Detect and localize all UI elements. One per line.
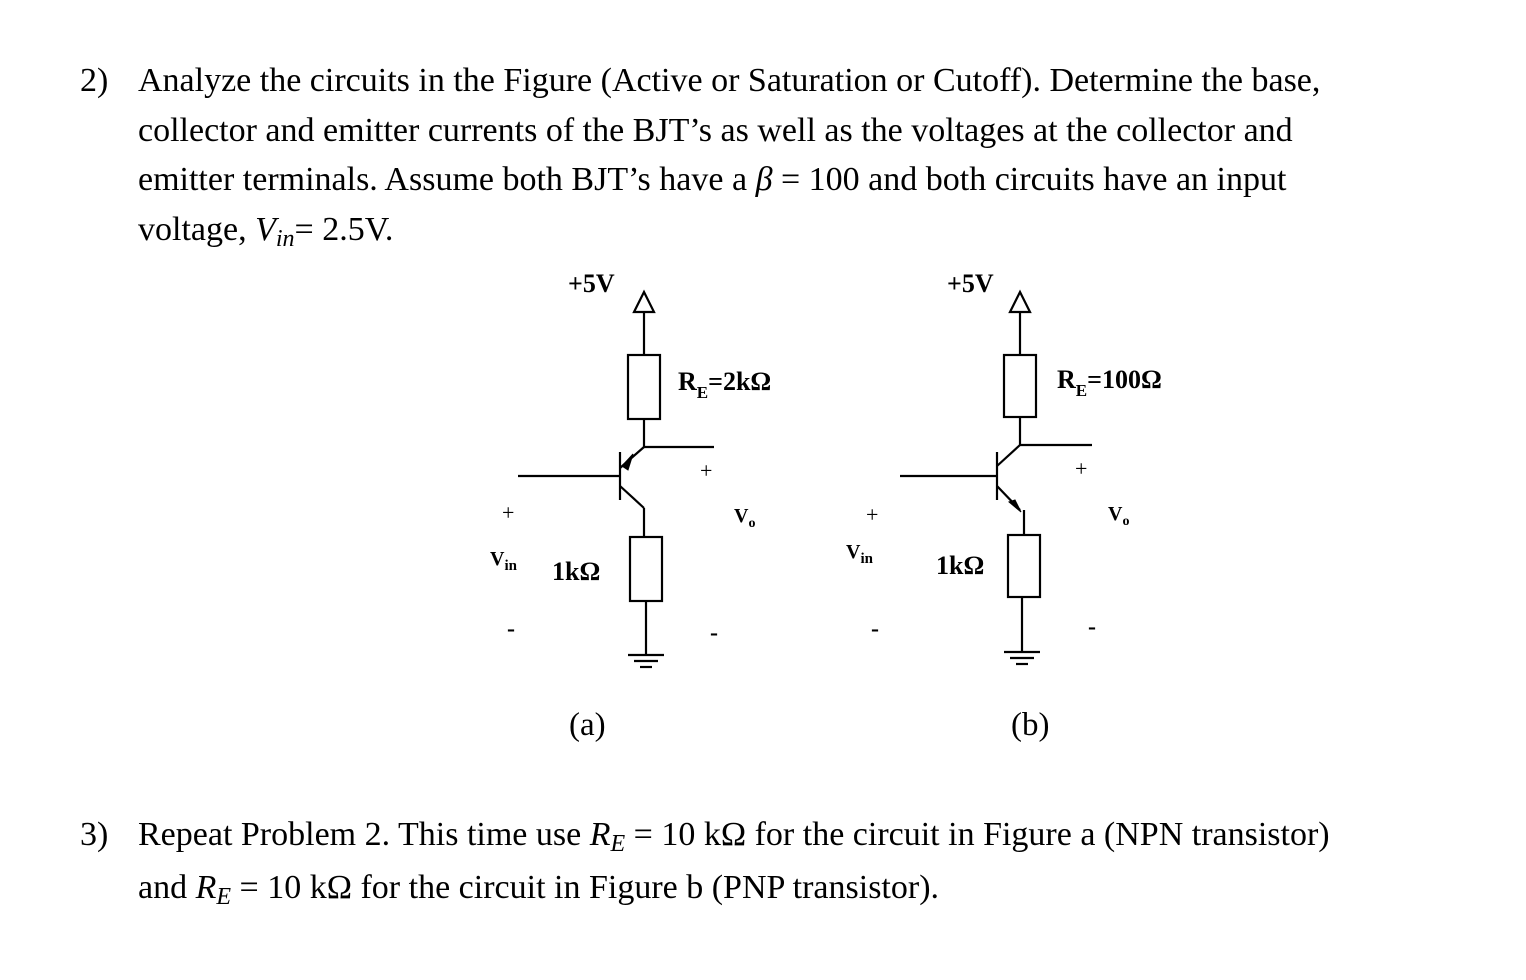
vin-minus-b: - [871,616,879,642]
emitter-arrow-a [622,454,633,470]
collector-lead-a [620,486,644,508]
vin-minus-a: - [507,616,515,642]
problem-2-number: 2) [80,62,109,99]
re-symbol-1: R [589,816,611,853]
vin-plus-b: + [866,502,879,527]
vo-minus-a: - [710,620,718,646]
problem-3-line-1-start: Repeat Problem 2. This time use [138,816,590,853]
problem-3-line-1-end: = 10 kΩ for the circuit in Figure a (NPN transistor) [625,816,1330,853]
vo-minus-b: - [1088,614,1096,640]
re-label-b: $R_E=100\Omega$ [1057,365,1162,400]
emitter-arrow-b [1009,500,1021,512]
supply-arrow-b [1010,292,1030,312]
vo-plus-b: + [1075,456,1088,481]
circuit-a [518,292,714,667]
vin-plus-a: + [502,500,515,525]
supply-label-a: +5V [568,269,615,298]
vin-label-a: $V_{in}$ [490,548,517,574]
re-symbol-2: R [195,869,217,906]
vo-plus-a: + [700,458,713,483]
re-resistor-b [1004,355,1036,417]
vin-subscript: in [275,225,295,252]
circuit-b [900,292,1092,664]
problem-2-line-4-end: = 2.5V. [294,210,394,248]
problem-2-line-3-start: emitter terminals. Assume both BJT’s have a [138,161,756,198]
vin-label-b: $V_{in}$ [846,541,873,567]
re-subscript-1: E [610,831,626,857]
vo-label-a: $V_o$ [734,505,756,531]
supply-label-b: +5V [947,269,994,298]
problem-3-line-2-start: and [138,869,196,906]
problem-2-line-1: Analyze the circuits in the Figure (Active or Saturation or Cutoff). Determine the base, [138,62,1321,99]
vin-symbol: V [255,210,276,248]
base-resistor-a [630,537,662,601]
problem-3-line-1 [138,808,1468,861]
base-resistor-label-a: 1kΩ [552,557,601,586]
caption-a: (a) [569,707,606,743]
collector-lead-b [997,445,1020,466]
vo-label-b: $V_o$ [1108,503,1130,529]
problem-2-line-2: collector and emitter currents of the BJT’s as well as the voltages at the collector and [138,111,1293,149]
re-resistor-a [628,355,660,419]
re-label-a: $R_E=2k\Omega$ [678,367,772,402]
problem-3-line-2 [138,861,1468,914]
supply-arrow-a [634,292,654,312]
base-resistor-b [1008,535,1040,597]
problem-2-line-3-end: = 100 and both circuits have an input [772,161,1287,198]
problem-3-line-2-end: = 10 kΩ for the circuit in Figure b (PNP transistor). [231,869,940,906]
problem-3-text [138,808,1468,914]
base-resistor-label-b: 1kΩ [936,551,985,580]
problem-2-line-4-start: voltage, [138,210,256,248]
caption-b: (b) [1011,707,1050,743]
beta-symbol: β [755,161,773,198]
problem-3-number: 3) [80,816,109,853]
re-subscript-2: E [216,884,232,910]
